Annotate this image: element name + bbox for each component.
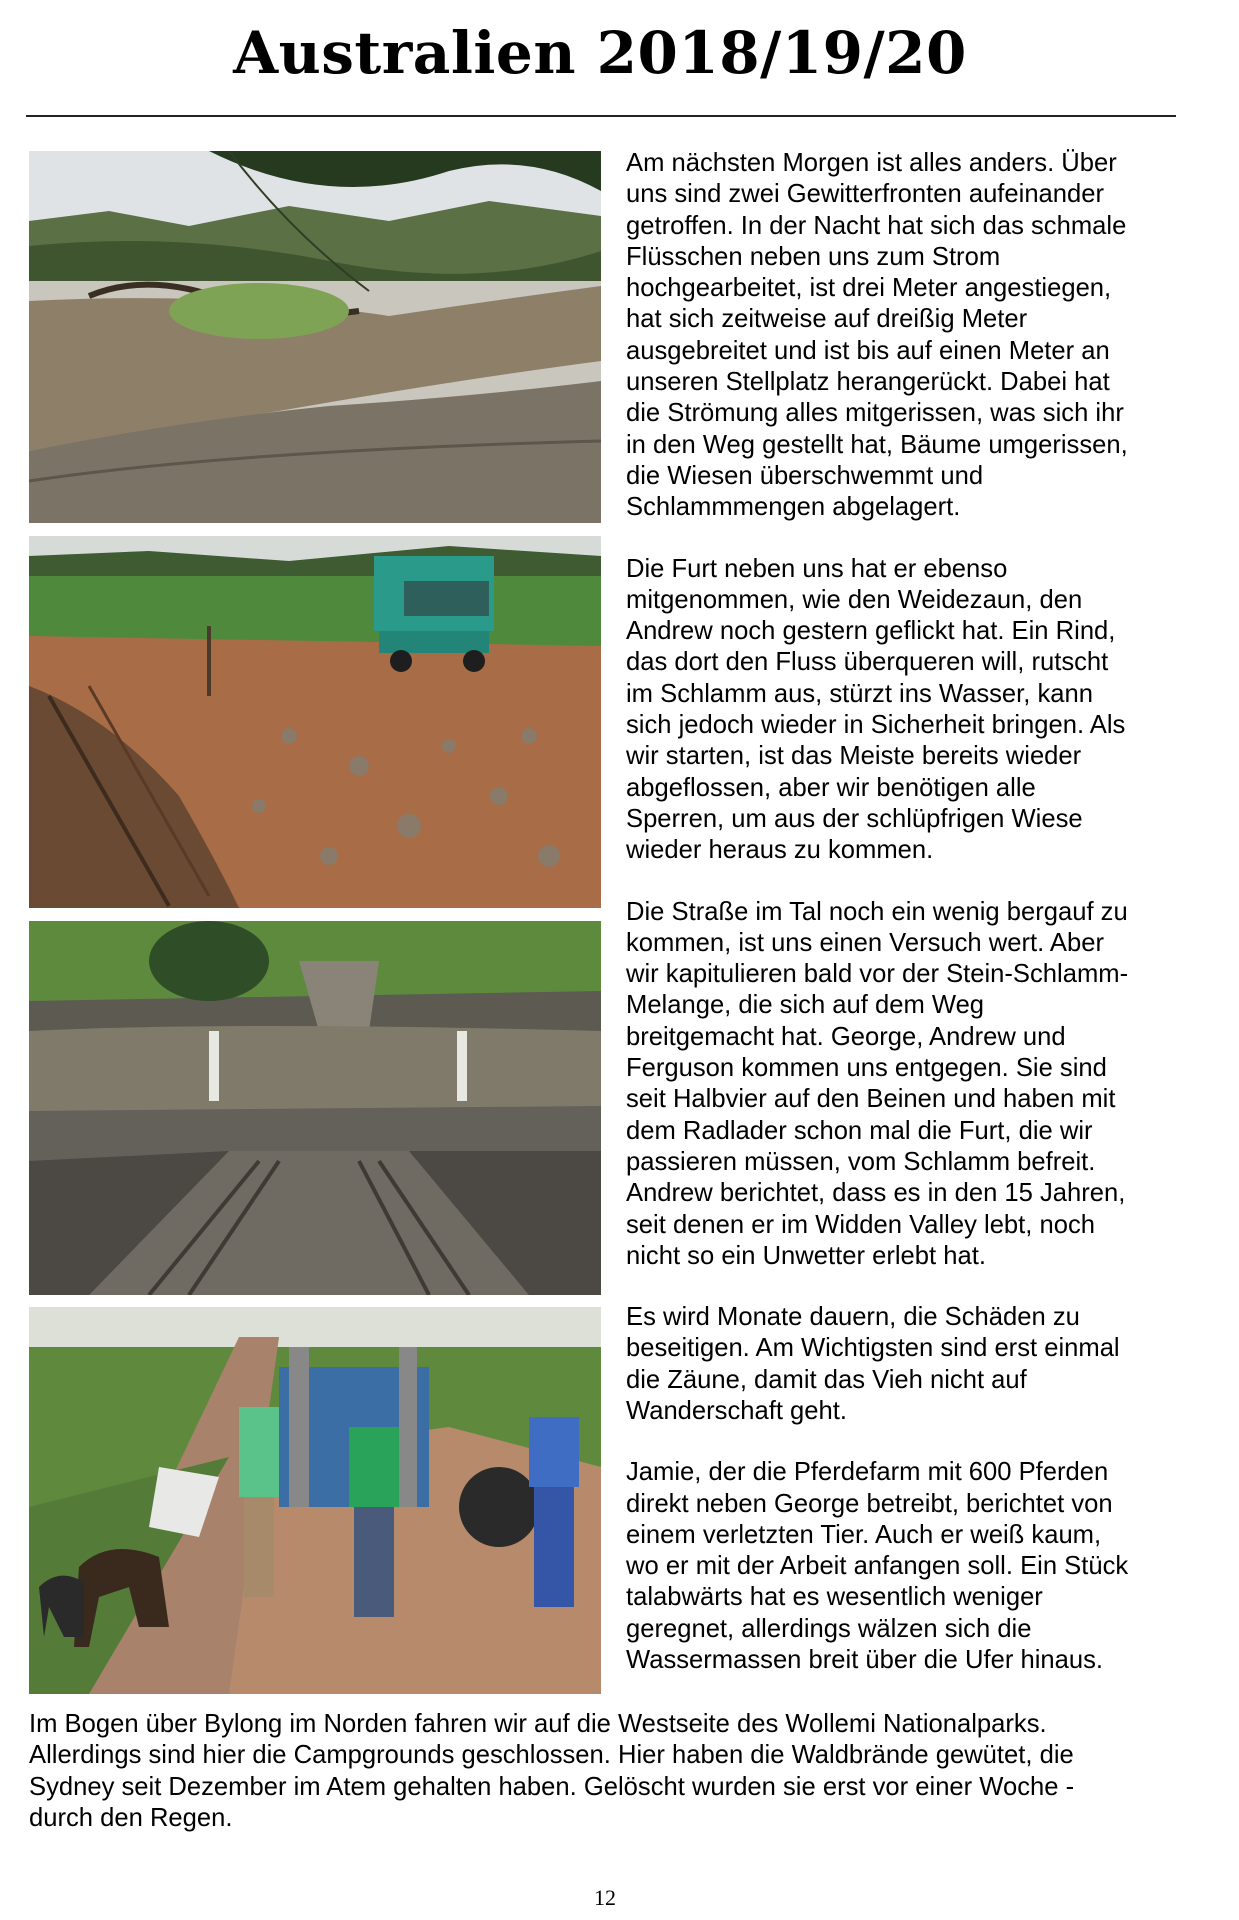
photo-flooded-creek — [29, 151, 601, 523]
page-title: Australien 2018/19/20 — [233, 19, 967, 87]
paragraph: Jamie, der die Pferdefarm mit 600 Pferden direkt neben George betreibt, berichtet von einem verletzten Tier. Auch er weiß kaum, wo er mit der Arbeit anfangen soll. Ein Stück talabwärts hat es wesentlich weniger geregnet, allerdings wälzen sich die Wassermassen breit über die Ufer hinaus. — [626, 1458, 1129, 1675]
article-text — [626, 148, 1186, 1706]
title-rule — [26, 115, 1176, 117]
paragraph: Die Straße im Tal noch ein wenig bergauf zu kommen, ist uns einen Versuch wert. Aber wir kapitulieren bald vor der Stein-Schlamm- Melange, die sich auf dem Weg breitgemacht hat. George, Andrew und Ferguson kommen uns entgegen. Sie sind seit Halbvier auf den Beinen und haben mit dem Radlader schon mal die Furt, die wir passieren müssen, vom Schlamm befreit. Andrew berichtet, dass es in den 15 Jahren, seit denen er im Widden Valley lebt, noch nicht so ein Unwetter erlebt hat. — [626, 897, 1129, 1270]
page-number: 12 — [594, 1885, 616, 1910]
photo-cleared-ford — [29, 921, 601, 1295]
bottom-paragraph: Im Bogen über Bylong im Norden fahren wir auf die Westseite des Wollemi Nationalparks. Allerdings sind hier die Campgrounds geschlossen. Hier haben die Waldbrände gewütet, die Sydney seit Dezember im Atem gehalten haben. Gelöscht wurden sie erst vor einer Woche - durch den Regen. — [29, 1710, 1075, 1832]
paragraph: Die Furt neben uns hat er ebenso mitgenommen, wie den Weidezaun, den Andrew noch gestern geflickt hat. Ein Rind, das dort den Fluss überqueren will, rutscht im Schlamm aus, stürzt ins Wasser, kann sich jedoch wieder in Sicherheit bringen. Als wir starten, ist das Meiste bereits wieder abgeflossen, aber wir benötigen alle Sperren, um aus der schlüpfrigen Wiese wieder heraus zu kommen. — [626, 554, 1126, 865]
paragraph: Am nächsten Morgen ist alles anders. Über uns sind zwei Gewitterfronten aufeinander getroffen. In der Nacht hat sich das schmale Flüsschen neben uns zum Strom hochgearbeitet, ist drei Meter angestiegen, hat sich zeitweise auf dreißig Meter ausgebreitet und ist bis auf einen Meter an unseren Stellplatz herangerückt. Dabei hat die Strömung alles mitgerissen, was sich ihr in den Weg gestellt hat, Bäume umgerissen, die Wiesen überschwemmt und Schlammmengen abgelagert. — [626, 149, 1128, 522]
photo-truck-at-ford — [29, 536, 601, 908]
photo-men-at-tractor — [29, 1307, 601, 1694]
paragraph: Es wird Monate dauern, die Schäden zu beseitigen. Am Wichtigsten sind erst einmal die Zäune, damit das Vieh nicht auf Wanderschaft geht. — [626, 1303, 1120, 1425]
